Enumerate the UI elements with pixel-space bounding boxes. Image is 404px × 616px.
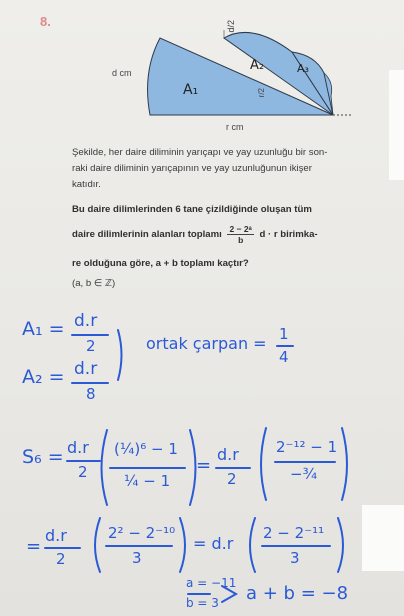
label-a2: A₂ [250, 58, 265, 73]
hw-paren-num: (¼)⁶ − 1 [114, 440, 178, 458]
hw-a1: A₁ = [22, 318, 65, 340]
label-r-cm: r cm [226, 122, 244, 132]
label-a3: A₃ [297, 62, 309, 75]
problem-bold-2-post: d · r birimka- [259, 229, 318, 241]
hw-eq3-dr: d.r [45, 526, 67, 545]
hw-a1-num: d.r [74, 311, 98, 331]
hw-paren-den: ¼ − 1 [124, 472, 171, 490]
hw-a-value: a = −11 [186, 576, 237, 590]
problem-bold-3: re olduğuna göre, a + b toplamı kaçtır? [72, 258, 249, 269]
hw-s-num: d.r [67, 438, 89, 457]
hw-eq4-num: 2 − 2⁻¹¹ [263, 524, 325, 542]
hw-a2: A₂ = [22, 366, 65, 388]
hw-eq3-den: 3 [132, 549, 142, 567]
hw-a2-den: 8 [86, 385, 96, 403]
problem-line-1: Şekilde, her daire diliminin yarıçapı ve yay uzunluğu bir son- [72, 147, 328, 158]
question-number: 8. [40, 14, 51, 29]
sectors-figure [0, 0, 404, 130]
given-fraction-num: 2 − 2ᵃ [229, 224, 252, 234]
hw-a1-den: 2 [86, 337, 96, 355]
problem-bold-2 [72, 224, 392, 245]
hw-s6: S₆ = [22, 446, 64, 468]
label-d-cm: d cm [112, 68, 132, 78]
hw-ortak-den: 4 [279, 348, 289, 366]
hw-eq3-two: 2 [56, 550, 66, 568]
hw-result: a + b = −8 [246, 583, 349, 604]
hw-eq-sign-2: = [26, 536, 42, 557]
given-fraction [227, 224, 253, 245]
hw-ortak-num: 1 [279, 325, 289, 343]
label-d-half: d/2 [226, 20, 236, 33]
problem-domain: (a, b ∈ ℤ) [72, 278, 116, 289]
problem-bold-1: Bu daire dilimlerinden 6 tane çizildiğinde oluşan tüm [72, 204, 312, 215]
paper-glare [389, 70, 404, 180]
hw-s-den: 2 [78, 463, 88, 481]
problem-line-2: raki daire diliminin yarıçapının ve yay uzunluğunun ikişer [72, 163, 312, 174]
hw-ortak: ortak çarpan = [146, 334, 267, 353]
label-r-half: r/2 [257, 88, 266, 98]
hw-eq4-pre: = d.r [193, 534, 234, 553]
hw-eq2-num: 2⁻¹² − 1 [276, 438, 338, 456]
given-fraction-den: b [238, 235, 244, 245]
hw-eq2-den: −¾ [290, 465, 318, 483]
problem-line-3: katıdır. [72, 179, 101, 190]
hw-eq2-two: 2 [227, 470, 237, 488]
paper-glare-2 [362, 505, 404, 571]
label-a1: A₁ [183, 82, 199, 98]
hw-eq-sign-1: = [196, 455, 212, 476]
hw-eq3-num: 2² − 2⁻¹⁰ [108, 524, 176, 542]
hw-b-value: b = 3 [186, 596, 219, 610]
hw-eq2-dr: d.r [217, 445, 239, 464]
hw-a2-num: d.r [74, 359, 98, 379]
hw-eq4-den: 3 [290, 549, 300, 567]
problem-bold-2-pre: daire dilimlerinin alanları toplamı [72, 229, 222, 241]
